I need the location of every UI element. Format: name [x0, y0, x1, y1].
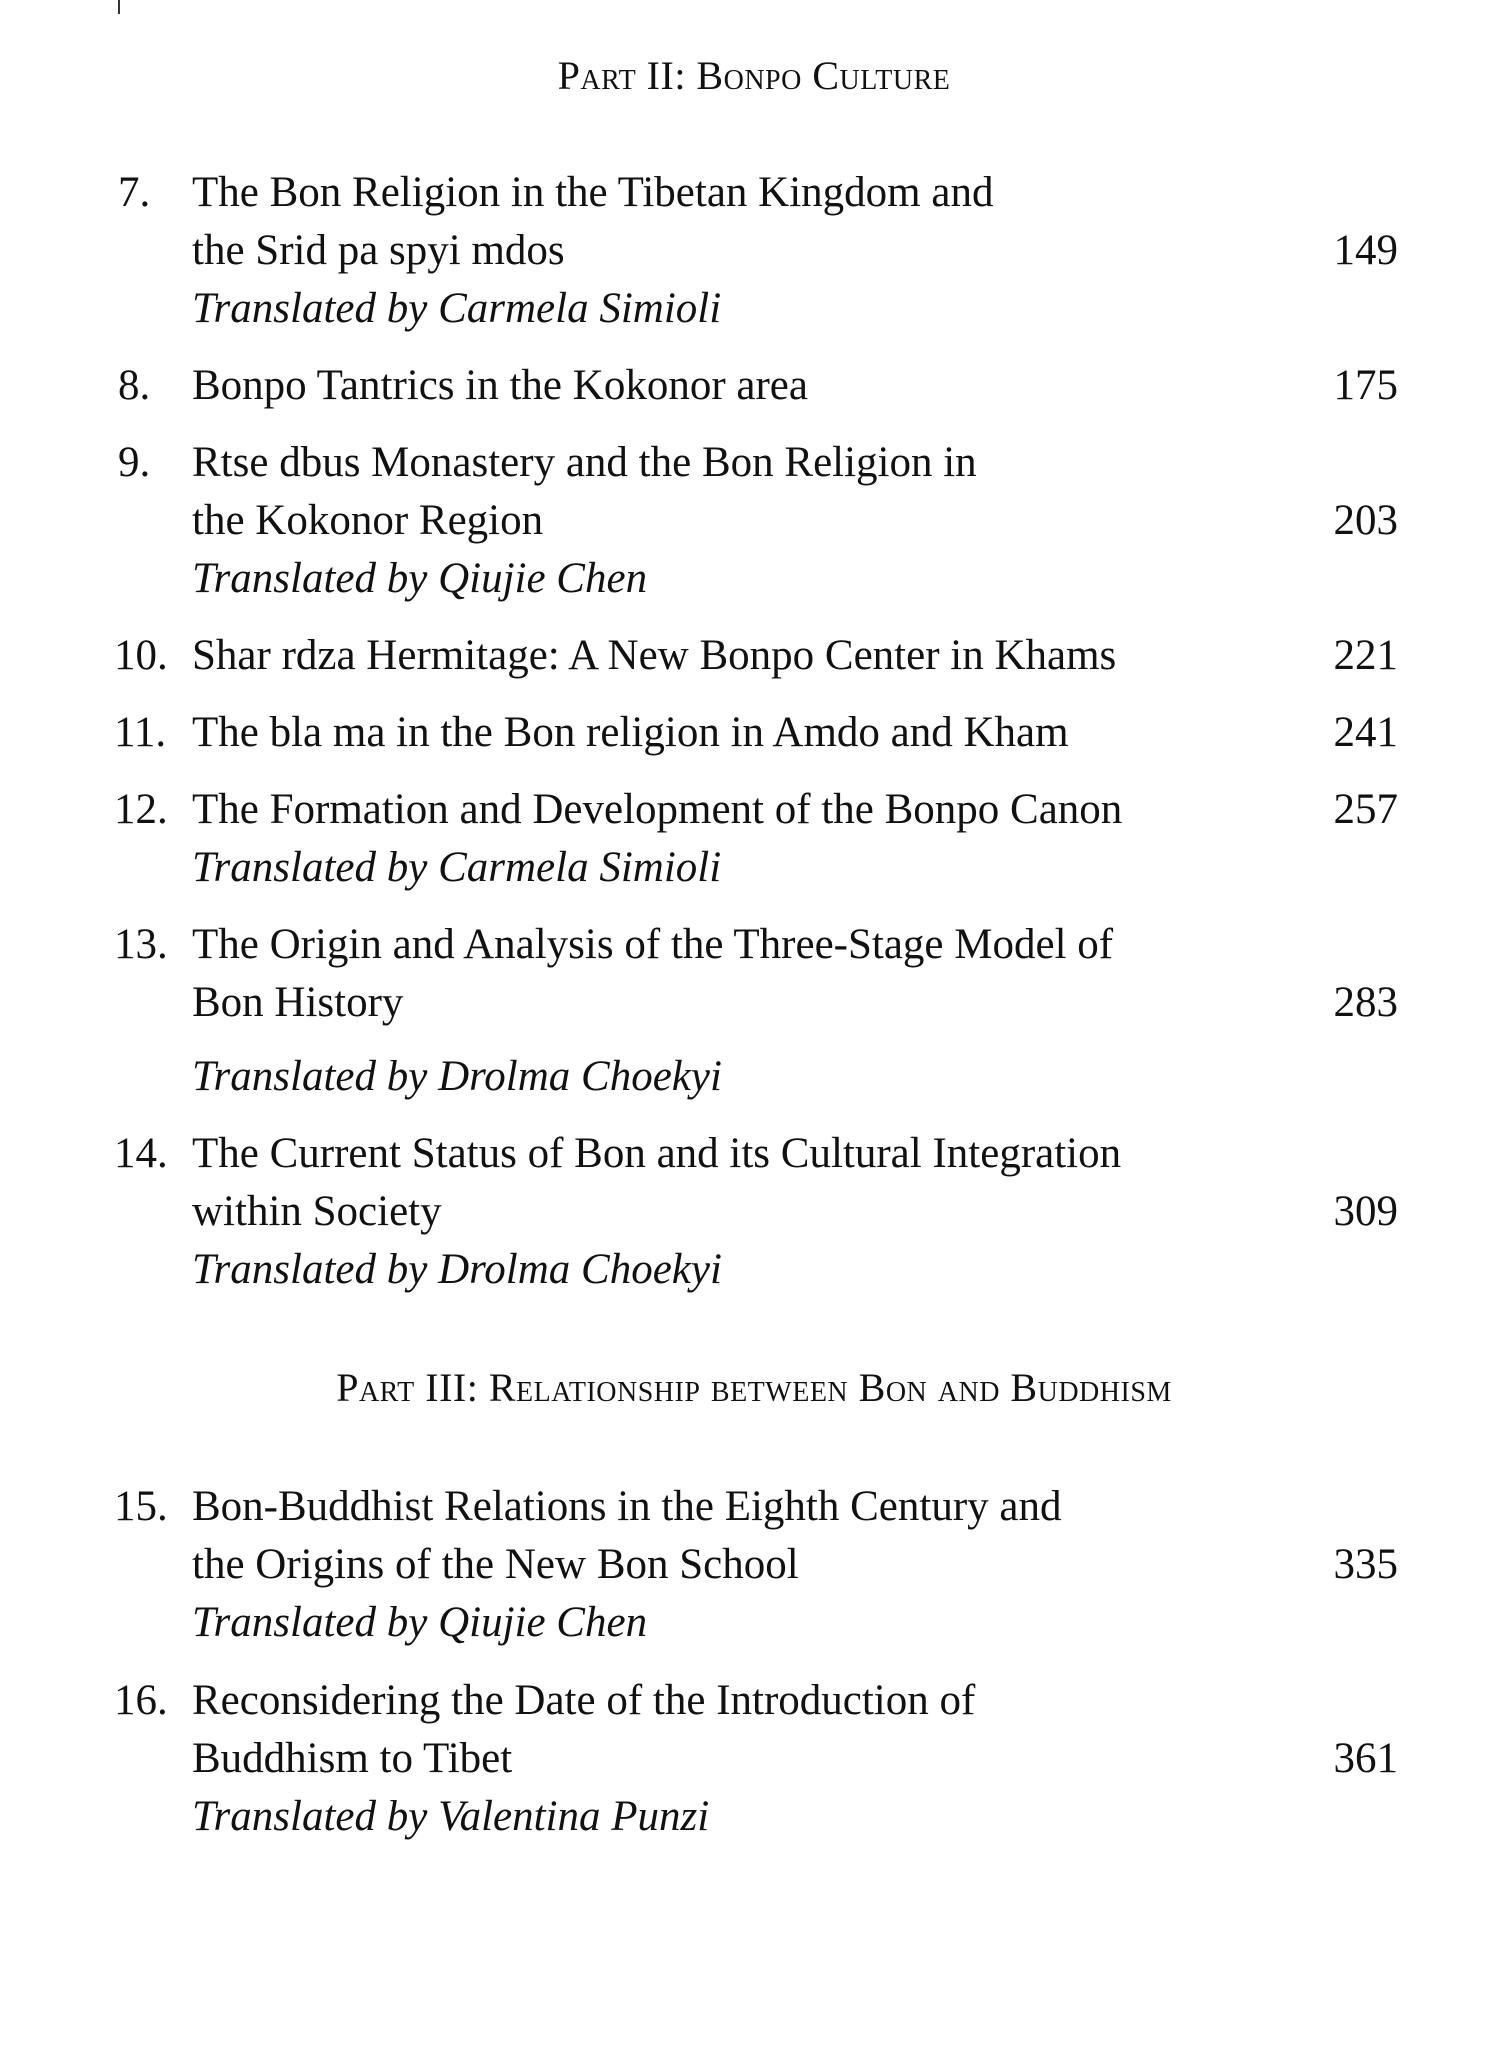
entry-title-line-2: the Kokonor Region	[192, 497, 544, 544]
toc-entry-10[interactable]	[114, 627, 1398, 685]
entry-page-number: 335	[1333, 1541, 1398, 1588]
entry-number: 9.	[118, 439, 151, 486]
entry-title-line-2: the Origins of the New Bon School	[192, 1541, 799, 1588]
entry-number: 14.	[114, 1130, 168, 1177]
toc-entry-7[interactable]	[118, 164, 1398, 338]
entry-number: 7.	[118, 169, 151, 216]
toc-entry-16[interactable]	[114, 1672, 1398, 1846]
entry-title-line-1: The Bon Religion in the Tibetan Kingdom and	[192, 169, 994, 216]
entry-title-line-1: Reconsidering the Date of the Introduction of	[192, 1677, 976, 1724]
entry-page-number: 283	[1333, 979, 1398, 1026]
entry-page-number: 241	[1333, 709, 1398, 756]
part-3-heading: Part III: Relationship between Bon and Buddhism	[336, 1365, 1172, 1410]
entry-translator: Translated by Drolma Choekyi	[192, 1053, 722, 1100]
entry-page-number: 175	[1333, 362, 1398, 409]
entry-translator: Translated by Carmela Simioli	[192, 285, 722, 332]
entry-number: 10.	[114, 632, 168, 679]
entry-title-line-2: Buddhism to Tibet	[192, 1735, 513, 1782]
entry-translator: Translated by Qiujie Chen	[192, 1599, 648, 1646]
entry-page-number: 361	[1333, 1735, 1398, 1782]
entry-number: 15.	[114, 1483, 168, 1530]
toc-entry-14[interactable]	[114, 1125, 1398, 1299]
entry-title-line-1: Rtse dbus Monastery and the Bon Religion in	[192, 439, 977, 486]
toc-entry-13[interactable]	[114, 916, 1398, 1106]
entry-number: 13.	[114, 921, 168, 968]
entry-title-line-2: within Society	[192, 1188, 442, 1235]
scan-mark	[118, 0, 120, 14]
entry-translator: Translated by Carmela Simioli	[192, 844, 722, 891]
entry-translator: Translated by Valentina Punzi	[192, 1793, 710, 1840]
entry-title-line-1: The Formation and Development of the Bonpo Canon	[192, 786, 1123, 833]
toc-entry-12[interactable]	[114, 781, 1398, 897]
entry-body	[192, 357, 1292, 415]
entry-translator: Translated by Qiujie Chen	[192, 555, 648, 602]
entry-page-number: 203	[1333, 497, 1398, 544]
toc-entry-9[interactable]	[118, 434, 1398, 608]
entry-body	[192, 164, 1292, 338]
entry-title-line-2: Bon History	[192, 979, 404, 1026]
entry-page-number: 257	[1333, 786, 1398, 833]
entry-body	[192, 704, 1292, 762]
toc-entry-15[interactable]	[114, 1478, 1398, 1652]
entry-body	[192, 916, 1292, 1106]
toc-entry-8[interactable]	[118, 357, 1398, 415]
entry-number: 11.	[114, 709, 167, 756]
entry-body	[192, 627, 1292, 685]
entry-title-line-2: the Srid pa spyi mdos	[192, 227, 565, 274]
entry-page-number: 149	[1333, 227, 1398, 274]
entry-title-line-1: Bonpo Tantrics in the Kokonor area	[192, 362, 808, 409]
entry-page-number: 309	[1333, 1188, 1398, 1235]
part-2-heading: Part II: Bonpo Culture	[557, 53, 951, 98]
entry-page-number: 221	[1333, 632, 1398, 679]
entry-body	[192, 1125, 1292, 1299]
entry-title-line-1: Bon-Buddhist Relations in the Eighth Century and	[192, 1483, 1062, 1530]
entry-body	[192, 1672, 1292, 1846]
entry-title-line-1: Shar rdza Hermitage: A New Bonpo Center in Khams	[192, 632, 1117, 679]
entry-number: 16.	[114, 1677, 168, 1724]
toc-entry-11[interactable]	[114, 704, 1398, 762]
entry-title-line-1: The bla ma in the Bon religion in Amdo and Kham	[192, 709, 1069, 756]
entry-body	[192, 781, 1292, 897]
entry-number: 12.	[114, 786, 168, 833]
entry-number: 8.	[118, 362, 151, 409]
entry-body	[192, 434, 1292, 608]
entry-title-line-1: The Current Status of Bon and its Cultural Integration	[192, 1130, 1122, 1177]
entry-title-line-1: The Origin and Analysis of the Three-Stage Model of	[192, 921, 1114, 968]
entry-translator: Translated by Drolma Choekyi	[192, 1246, 722, 1293]
entry-body	[192, 1478, 1292, 1652]
